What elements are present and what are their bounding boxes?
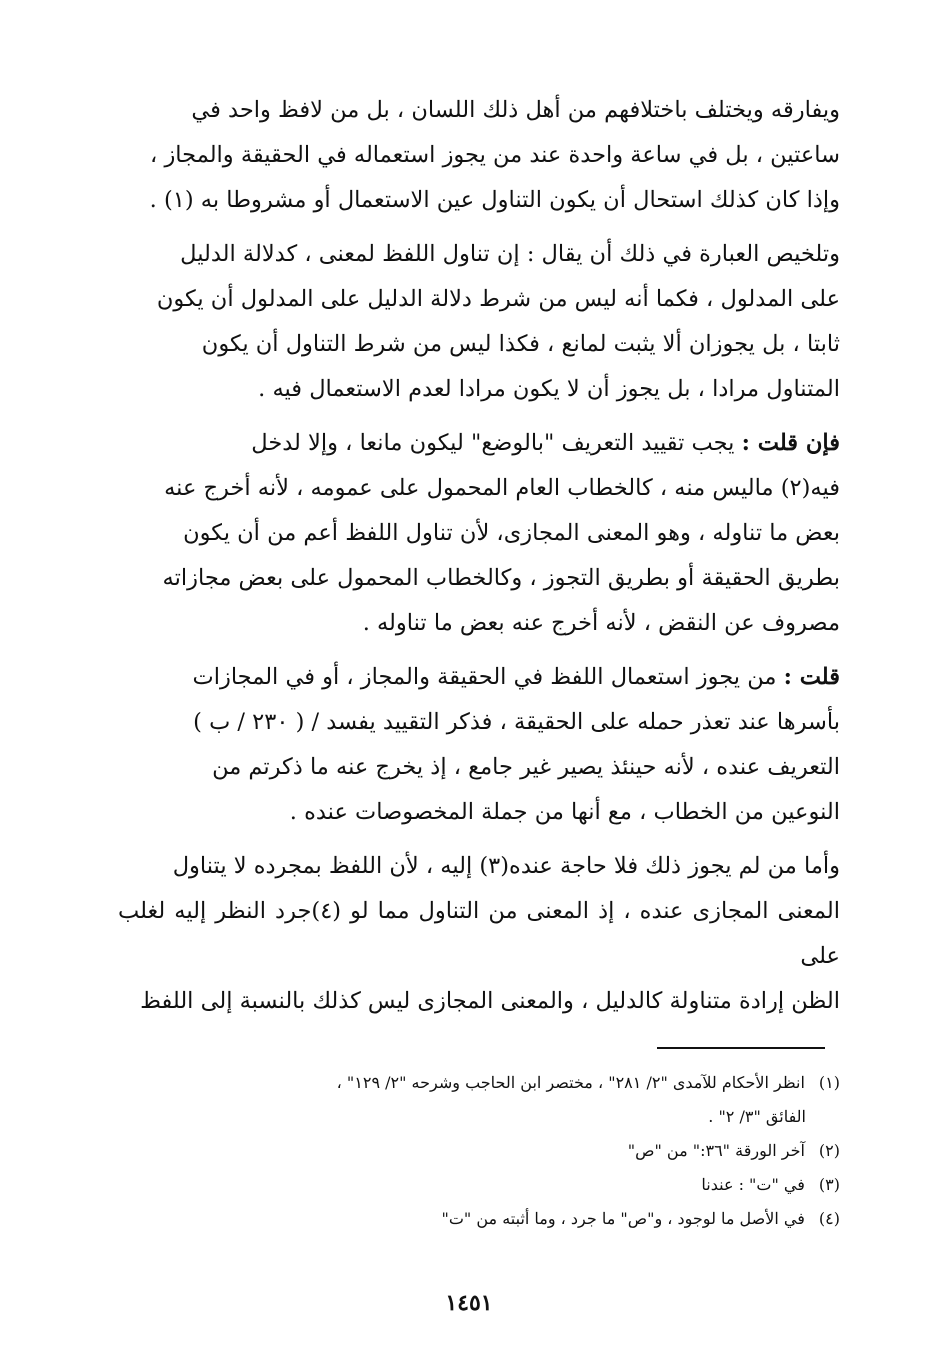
footnote-1	[118, 1066, 840, 1100]
line: المتناول مرادا ، بل يجوز أن لا يكون مرادا لعدم الاستعمال فيه .	[258, 376, 840, 402]
footnotes	[118, 1066, 840, 1236]
line: المعنى المجازى عنده ، إذ المعنى من التناول مما لو (٤)جرد النظر إليه لغلب على	[118, 898, 840, 969]
footnote-4	[118, 1202, 840, 1236]
footnote-text: آخر الورقة "٣٦:" من "ص"	[627, 1141, 805, 1160]
body-text	[118, 88, 840, 1033]
line: بعض ما تناوله ، وهو المعنى المجازى، لأن تناول اللفظ أعم من أن يكون	[183, 520, 840, 546]
line: ويفارقه ويختلف باختلافهم من أهل ذلك اللسان ، بل من لافظ واحد في	[191, 97, 840, 123]
footnote-2	[118, 1134, 840, 1168]
line: التعريف عنده ، لأنه حينئذ يصير غير جامع ، إذ يخرج عنه ما ذكرتم من	[212, 754, 840, 780]
line: مصروف عن النقض ، لأنه أخرج عنه بعض ما تناوله .	[362, 610, 840, 636]
line: ساعتين ، بل في ساعة واحدة عند من يجوز استعماله في الحقيقة والمجاز ،	[150, 142, 840, 168]
line: على المدلول ، فكما أنه ليس من شرط دلالة الدليل على المدلول أن يكون	[156, 286, 840, 312]
line: بطريق الحقيقة أو بطريق التجوز ، وكالخطاب المحمول على بعض مجازاته	[162, 565, 840, 591]
paragraph-2	[118, 232, 840, 412]
footnote-text: في "ت" : عندنا	[701, 1175, 805, 1194]
footnote-text: انظر الأحكام للآمدى "٢/ ٢٨١" ، مختصر ابن الحاجب وشرحه "٢/ ١٢٩" ،	[336, 1073, 805, 1092]
line: النوعين من الخطاب ، مع أنها من جملة المخصوصات عنده .	[289, 799, 840, 825]
footnote-text: في الأصل ما لوجود ، و"ص" ما جرد ، وما أثبته من "ت"	[441, 1209, 805, 1228]
paragraph-1	[118, 88, 840, 223]
footnote-divider	[657, 1047, 825, 1049]
paragraph-lead: قلت :	[783, 664, 840, 690]
paragraph-5	[118, 844, 840, 1024]
footnote-number: (٣)	[818, 1175, 840, 1194]
line: ثابتا ، بل يجوزان ألا يثبت لمانع ، فكذا ليس من شرط التناول أن يكون	[201, 331, 840, 357]
line: وأما من لم يجوز ذلك فلا حاجة عنده(٣) إليه ، لأن اللفظ بمجرده لا يتناول	[172, 853, 840, 879]
footnote-number: (٤)	[818, 1209, 840, 1228]
paragraph-3	[118, 421, 840, 646]
line: بأسرها عند تعذر حمله على الحقيقة ، فذكر التقييد يفسد / ( ٢٣٠ / ب )	[193, 709, 840, 735]
line: يجب تقييد التعريف "بالوضع" ليكون مانعا ، وإلا لدخل	[251, 430, 735, 456]
footnote-number: (٢)	[818, 1141, 840, 1160]
paragraph-lead: فإن قلت :	[741, 430, 840, 456]
line: الظن إرادة متناولة كالدليل ، والمعنى المجازى ليس كذلك بالنسبة إلى اللفظ	[140, 988, 840, 1014]
footnote-number: (١)	[818, 1073, 840, 1092]
line: فيه(٢) ماليس منه ، كالخطاب العام المحمول على عمومه ، لأنه أخرج عنه	[164, 475, 840, 501]
paragraph-4	[118, 655, 840, 835]
footnote-3	[118, 1168, 840, 1202]
line: من يجوز استعمال اللفظ في الحقيقة والمجاز ، أو في المجازات	[192, 664, 777, 690]
page-number: ١٤٥١	[445, 1290, 493, 1316]
line: وتلخيص العبارة في ذلك أن يقال : إن تناول اللفظ لمعنى ، كدلالة الدليل	[180, 241, 840, 267]
footnote-1-continuation: الفائق "٣/ ٢" .	[708, 1107, 806, 1126]
line: وإذا كان كذلك استحال أن يكون التناول عين الاستعمال أو مشروطا به (١) .	[149, 187, 840, 213]
